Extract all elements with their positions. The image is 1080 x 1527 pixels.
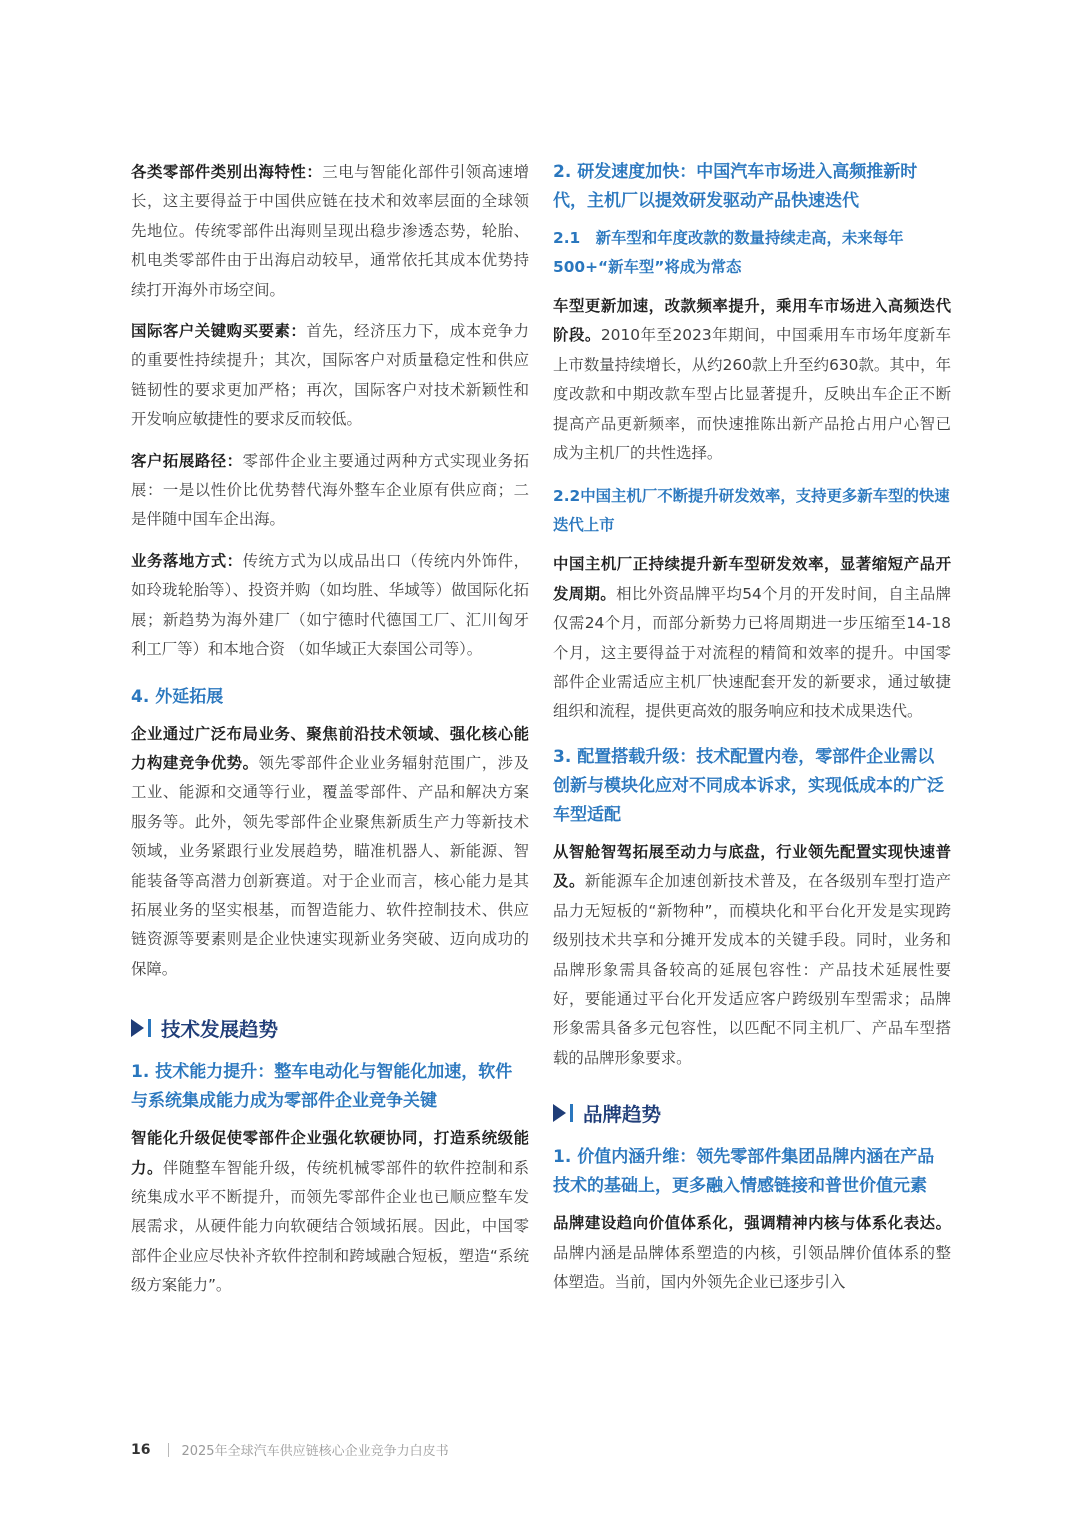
page-number: 16 [131,1441,151,1458]
subheading-2-1: 2.1 新车型和年度改款的数量持续走高，未来每年500+“新车型”将成为常态 [553,229,904,276]
paragraph-lead: 业务落地方式： [131,551,243,570]
paragraph-business-landing [131,547,529,665]
paragraph-text: 三电与智能化部件引领高速增长，这主要得益于中国供应链在技术和效率层面的全球领先地位。传统零部件出海则呈现出稳步渗透态势，轮胎、机电类零部件由于出海启动较早，通常依托其成本优势持续打开海外市场空间。 [131,163,529,299]
paragraph-lead: 各类零部件类别出海特性： [131,163,323,181]
document-title: 2025年全球汽车供应链核心企业竞争力白皮书 [181,1444,449,1459]
paragraph-lead: 从智舱智驾拓展至动力与底盘，行业领先配置实现快速普及。 [553,842,951,891]
paragraph-customer-expansion [131,447,529,535]
paragraph-text: 首先，经济压力下，成本竞争力的重要性持续提升；其次，国际客户对质量稳定性和供应链韧性的要求更加严格；再次，国际客户对技术新颖性和开发响应敏捷性的要求反而较低。 [131,322,529,429]
paragraph-purchase-factors [131,317,529,435]
triangle-marker-icon [553,1104,566,1122]
paragraph-rd-efficiency [553,550,951,726]
accent-bar-icon [148,1019,151,1037]
section-title: 品牌趋势 [583,1103,662,1127]
paragraph-text: 相比外资品牌平均54个月的开发时间，自主品牌仅需24个月，而部分新势力已将周期进一步压缩至14-18个月，这主要得益于对流程的精简和效率的提升。中国零部件企业需适应主机厂快速配套开发的新要求，通过敏捷组织和流程，提供更高效的服务响应和技术成果迭代。 [553,584,951,721]
subheading-2-2: 2.2中国主机厂不断提升研发效率，支持更多新车型的快速迭代上市 [553,487,950,535]
paragraph-lead: 品牌建设趋向价值体系化，强调精神内核与体系化表达。 [553,1214,951,1233]
paragraph-text: 品牌内涵是品牌体系塑造的内核，引领品牌价值体系的整体塑造。当前，国内外领先企业已逐步引入 [553,1243,951,1291]
paragraph-export-characteristics [131,158,529,305]
paragraph-model-update [553,292,951,468]
section-heading-tech-trends [131,1008,529,1048]
triangle-marker-icon [131,1019,144,1037]
page-footer [131,1440,449,1459]
paragraph-text: 2010年至2023年期间，中国乘用车市场年度新车上市数量持续增长，从约260款上升至约630款。其中，年度改款和中期改款车型占比显著提升，反映出车企正不断提高产品更新频率，而快速推陈出新产品抢占用户心智已成为主机厂的共性选择。 [553,326,951,463]
left-column [131,158,529,1313]
paragraph-lead: 中国主机厂正持续提升新车型研发效率，显著缩短产品开发周期。 [553,555,951,603]
section-heading-brand-trends [553,1093,951,1133]
right-column [553,158,951,1309]
heading-value-upgrade: 1. 价值内涵升维：领先零部件集团品牌内涵在产品技术的基础上，更多融入情感链接和普世价值元素 [553,1147,935,1197]
footer-divider [168,1443,169,1457]
paragraph-brand-building [553,1209,951,1297]
heading-external-expansion: 4. 外延拓展 [131,686,224,707]
paragraph-lead: 客户拓展路径： [131,451,243,470]
paragraph-external-expansion [131,720,529,985]
heading-config-upgrade: 3. 配置搭载升级：技术配置内卷，零部件企业需以创新与模块化应对不同成本诉求，实现低成本的广泛车型适配 [553,746,944,825]
heading-rd-speed: 2. 研发速度加快：中国汽车市场进入高频推新时代，主机厂以提效研发驱动产品快速迭代 [553,162,918,211]
paragraph-lead: 企业通过广泛布局业务、聚焦前沿技术领域、强化核心能力构建竞争优势。 [131,724,529,772]
paragraph-config-upgrade [553,838,951,1073]
paragraph-lead: 智能化升级促使零部件企业强化软硬协同，打造系统级能力。 [131,1129,529,1177]
heading-tech-capability: 1. 技术能力提升：整车电动化与智能化加速，软件与系统集成能力成为零部件企业竞争关键 [131,1062,513,1112]
paragraph-text: 领先零部件企业业务辐射范围广，涉及工业、能源和交通等行业，覆盖零部件、产品和解决方案服务等。此外，领先零部件企业聚焦新质生产力等新技术领域，业务紧跟行业发展趋势，瞄准机器人、新能源、智能装备等高潜力创新赛道。对于企业而言，核心能力是其拓展业务的坚实根基，而智造能力、软件控制技术、供应链资源等要素则是企业快速实现新业务突破、迈向成功的保障。 [131,753,529,978]
section-title: 技术发展趋势 [161,1018,279,1042]
accent-bar-icon [570,1104,573,1122]
paragraph-lead: 国际客户关键购买要素： [131,322,307,341]
paragraph-text: 新能源车企加速创新技术普及，在各级别车型打造产品力无短板的“新物种”，而模块化和平台化开发是实现跨级别技术共享和分摊开发成本的关键手段。同时，业务和品牌形象需具备较高的延展包容性：产品技术延展性要好，要能通过平台化开发适应客户跨级别车型需求；品牌形象需具备多元包容性，以匹配不同主机厂、产品车型搭载的品牌形象要求。 [553,872,951,1067]
paragraph-tech-capability [131,1124,529,1300]
paragraph-lead: 车型更新加速，改款频率提升，乘用车市场进入高频迭代阶段。 [553,297,951,345]
paragraph-text: 零部件企业主要通过两种方式实现业务拓展：一是以性价比优势替代海外整车企业原有供应商；二是伴随中国车企出海。 [131,451,529,529]
paragraph-text: 伴随整车智能升级，传统机械零部件的软件控制和系统集成水平不断提升，而领先零部件企业也已顺应整车发展需求，从硬件能力向软硬结合领域拓展。因此，中国零部件企业应尽快补齐软件控制和跨域融合短板，塑造“系统级方案能力”。 [131,1158,529,1295]
paragraph-text: 传统方式为以成品出口（传统内外饰件，如玲珑轮胎等）、投资并购（如均胜、华域等）做国际化拓展；新趋势为海外建厂（如宁德时代德国工厂、汇川匈牙利工厂等）和本地合资 （如华域正大泰国公司等）。 [131,551,529,659]
